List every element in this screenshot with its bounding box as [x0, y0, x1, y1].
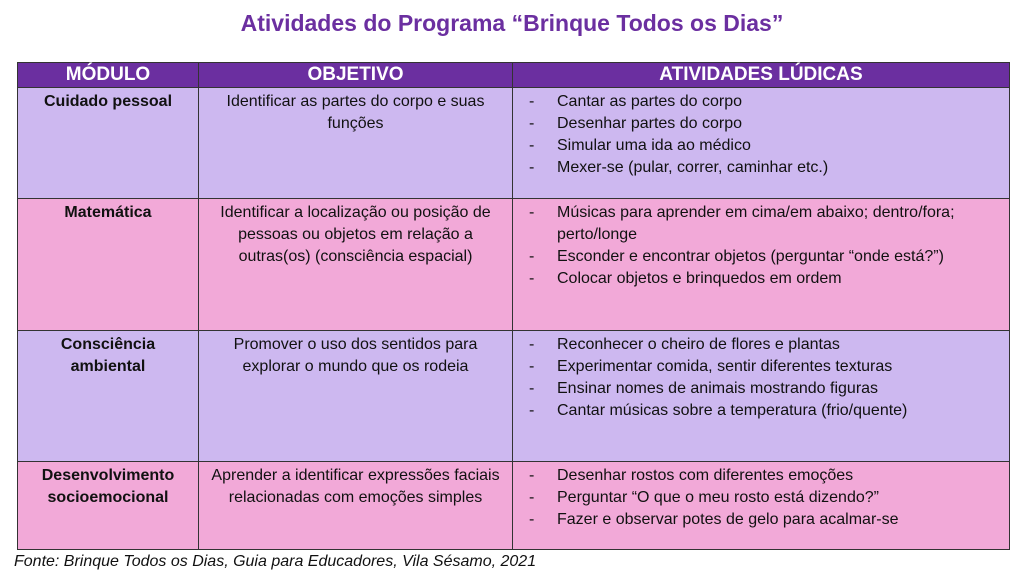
activity-item: - Mexer-se (pular, correr, caminhar etc.)	[525, 157, 1003, 179]
activities-cell	[513, 331, 1010, 462]
activity-item: - Músicas para aprender em cima/em abaixo; dentro/fora; perto/longe	[525, 202, 1003, 246]
table-row	[18, 331, 1010, 462]
activities-cell	[513, 462, 1010, 550]
source-caption: Fonte: Brinque Todos os Dias, Guia para Educadores, Vila Sésamo, 2021	[14, 553, 537, 570]
table-row	[18, 462, 1010, 550]
activities-table	[17, 62, 1010, 550]
activity-item: - Desenhar partes do corpo	[525, 113, 1003, 135]
module-cell: Consciência ambiental	[18, 331, 199, 462]
page-title: Atividades do Programa “Brinque Todos os Dias”	[240, 10, 784, 36]
activity-item: - Reconhecer o cheiro de flores e plantas	[525, 334, 1003, 356]
activity-item: - Simular uma ida ao médico	[525, 135, 1003, 157]
activity-list	[525, 91, 1003, 179]
column-header-objective: OBJETIVO	[199, 63, 513, 88]
module-cell: Matemática	[18, 199, 199, 331]
objective-cell: Promover o uso dos sentidos para explorar o mundo que os rodeia	[199, 331, 513, 462]
activity-item: - Esconder e encontrar objetos (perguntar “onde está?”)	[525, 246, 1003, 268]
column-header-activities: ATIVIDADES LÚDICAS	[513, 63, 1010, 88]
activity-item: - Fazer e observar potes de gelo para acalmar-se	[525, 509, 1003, 531]
objective-cell: Identificar as partes do corpo e suas funções	[199, 88, 513, 199]
table-row	[18, 88, 1010, 199]
column-header-module: MÓDULO	[18, 63, 199, 88]
activity-item: - Experimentar comida, sentir diferentes texturas	[525, 356, 1003, 378]
activity-item: - Perguntar “O que o meu rosto está dizendo?”	[525, 487, 1003, 509]
activity-item: - Cantar as partes do corpo	[525, 91, 1003, 113]
objective-cell: Identificar a localização ou posição de pessoas ou objetos em relação a outras(os) (consciência espacial)	[199, 199, 513, 331]
activity-item: - Ensinar nomes de animais mostrando figuras	[525, 378, 1003, 400]
activity-list	[525, 202, 1003, 290]
table-header-row	[18, 63, 1010, 88]
activity-item: - Desenhar rostos com diferentes emoções	[525, 465, 1003, 487]
activity-list	[525, 334, 1003, 422]
activities-cell	[513, 199, 1010, 331]
activities-cell	[513, 88, 1010, 199]
activity-item: - Cantar músicas sobre a temperatura (frio/quente)	[525, 400, 1003, 422]
module-cell: Cuidado pessoal	[18, 88, 199, 199]
module-cell: Desenvolvimento socioemocional	[18, 462, 199, 550]
objective-cell: Aprender a identificar expressões faciais relacionadas com emoções simples	[199, 462, 513, 550]
activity-list	[525, 465, 1003, 531]
activity-item: - Colocar objetos e brinquedos em ordem	[525, 268, 1003, 290]
table-row	[18, 199, 1010, 331]
